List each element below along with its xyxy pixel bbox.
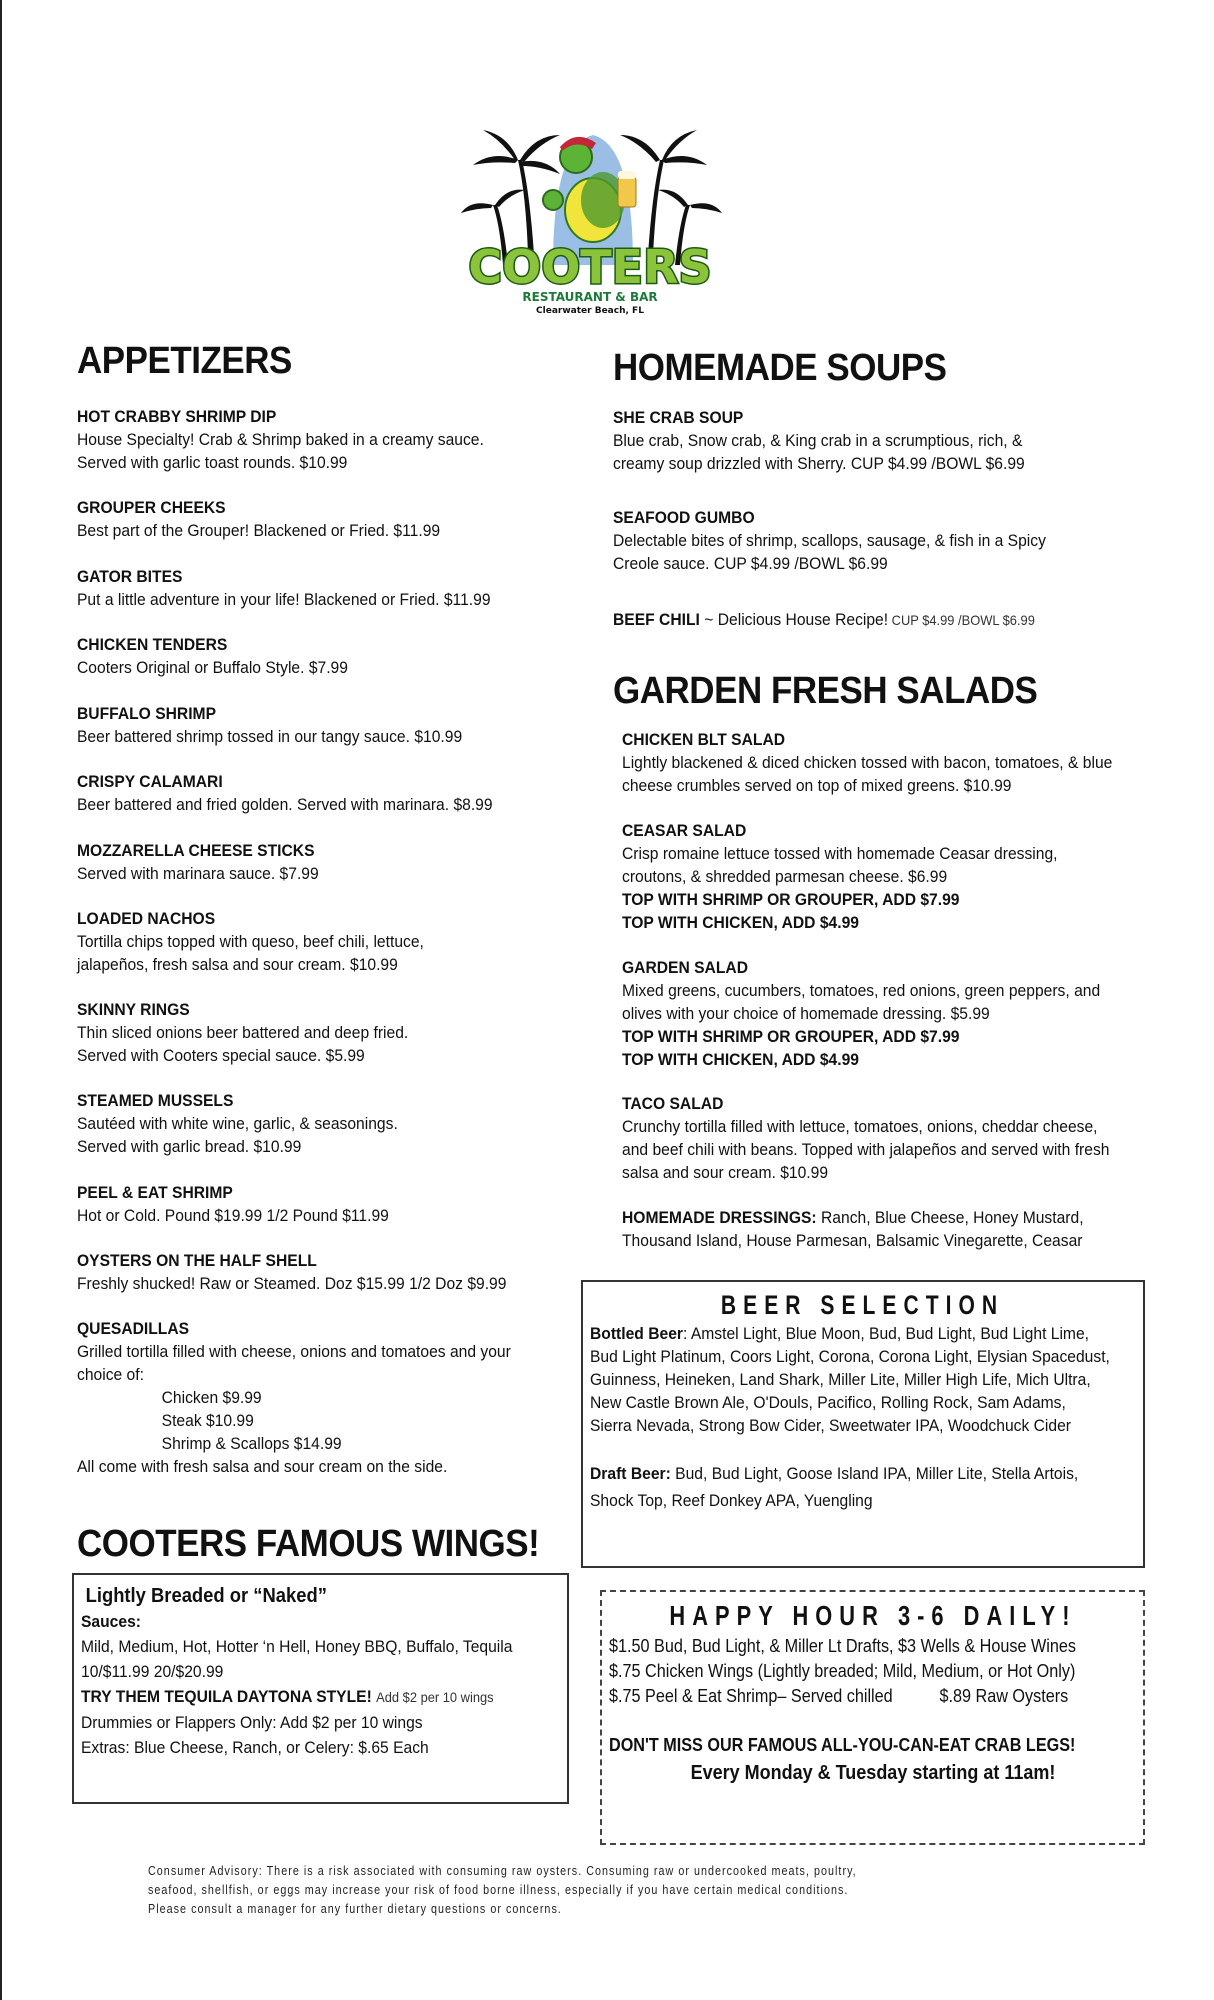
- item-name: HOT CRABBY SHRIMP DIP: [77, 407, 277, 426]
- item-name: BEEF CHILI: [613, 610, 700, 629]
- appetizer-item: [77, 771, 577, 816]
- appetizer-item: [77, 703, 577, 748]
- item-desc: Put a little adventure in your life! Blackened or Fried. $11.99: [77, 590, 491, 609]
- item-desc: creamy soup drizzled with Sherry. CUP $4.99 /BOWL $6.99: [613, 454, 1025, 473]
- item-desc: Hot or Cold. Pound $19.99 1/2 Pound $11.99: [77, 1206, 389, 1225]
- item-name: PEEL & EAT SHRIMP: [77, 1183, 233, 1202]
- item-name: CRISPY CALAMARI: [77, 772, 223, 791]
- item-desc: Served with garlic toast rounds. $10.99: [77, 453, 348, 472]
- crab-legs-schedule: Every Monday & Tuesday starting at 11am!: [690, 1762, 1056, 1784]
- bottled-list: New Castle Brown Ale, O'Douls, Pacifico, Rolling Rock, Sam Adams,: [590, 1393, 1066, 1412]
- wings-subtitle: Lightly Breaded or “Naked”: [85, 1585, 327, 1607]
- bottled-label: Bottled Beer: [590, 1324, 683, 1343]
- spacer: [590, 1437, 1091, 1460]
- item-desc: salsa and sour cream. $10.99: [622, 1163, 829, 1182]
- bottled-list: Sierra Nevada, Strong Bow Cider, Sweetwater IPA, Woodchuck Cider: [590, 1416, 1072, 1435]
- salad-addon: TOP WITH CHICKEN, ADD $4.99: [622, 1050, 859, 1069]
- wings-prices: 10/$11.99 20/$20.99: [81, 1662, 224, 1681]
- item-name: SEAFOOD GUMBO: [613, 508, 755, 527]
- dressings-label: HOMEMADE DRESSINGS:: [622, 1208, 817, 1227]
- item-desc: and beef chili with beans. Topped with jalapeños and served with fresh: [622, 1140, 1110, 1159]
- appetizer-item: [77, 1250, 577, 1295]
- wings-title: COOTERS FAMOUS WINGS!: [77, 1523, 540, 1565]
- tequila-bold: TRY THEM TEQUILA DAYTONA STYLE!: [81, 1687, 372, 1706]
- drummies-line: Drummies or Flappers Only: Add $2 per 10 wings: [81, 1713, 423, 1732]
- draft-list: Bud, Bud Light, Goose Island IPA, Miller Lite, Stella Artois,: [670, 1464, 1079, 1483]
- sauces-label: Sauces:: [81, 1612, 141, 1631]
- happy-hour-box: [600, 1590, 1145, 1845]
- item-name: GROUPER CHEEKS: [77, 498, 226, 517]
- item-desc: olives with your choice of homemade dressing. $5.99: [622, 1004, 990, 1023]
- item-name: CHICKEN BLT SALAD: [622, 730, 786, 749]
- spacer: [609, 1709, 1084, 1731]
- appetizer-item: [77, 1318, 577, 1478]
- soup-item: [613, 507, 1173, 575]
- item-name: BUFFALO SHRIMP: [77, 704, 217, 723]
- salad-item: [622, 1093, 1182, 1184]
- item-desc: Served with marinara sauce. $7.99: [77, 864, 319, 883]
- item-desc: Grilled tortilla filled with cheese, onions and tomatoes and your: [77, 1342, 511, 1361]
- item-desc: cheese crumbles served on top of mixed greens. $10.99: [622, 776, 1012, 795]
- item-name: QUESADILLAS: [77, 1319, 190, 1338]
- happy-hour-shrimp: $.75 Peel & Eat Shrimp– Served chilled: [609, 1686, 893, 1706]
- salad-item: [622, 820, 1182, 934]
- salads-title: GARDEN FRESH SALADS: [613, 670, 1038, 712]
- bottled-list: : Amstel Light, Blue Moon, Bud, Bud Light, Bud Light Lime,: [682, 1324, 1090, 1343]
- item-footer: All come with fresh salsa and sour cream on the side.: [77, 1457, 448, 1476]
- quesadilla-option: Steak $10.99: [161, 1411, 254, 1430]
- item-desc: jalapeños, fresh salsa and sour cream. $10.99: [77, 955, 398, 974]
- item-desc: Delectable bites of shrimp, scallops, sausage, & fish in a Spicy: [613, 531, 1046, 550]
- item-name: CHICKEN TENDERS: [77, 635, 228, 654]
- salad-item: [622, 729, 1182, 797]
- item-name: STEAMED MUSSELS: [77, 1091, 234, 1110]
- item-name: LOADED NACHOS: [77, 909, 216, 928]
- svg-text:RESTAURANT & BAR: RESTAURANT & BAR: [522, 290, 658, 304]
- quesadilla-option: Chicken $9.99: [161, 1388, 262, 1407]
- item-desc: Crunchy tortilla filled with lettuce, tomatoes, onions, cheddar cheese,: [622, 1117, 1098, 1136]
- happy-hour-title: HAPPY HOUR 3-6 DAILY!: [669, 1600, 1077, 1631]
- dressings-list: [622, 1206, 1182, 1252]
- sauces-list: Mild, Medium, Hot, Hotter ‘n Hell, Honey BBQ, Buffalo, Tequila: [81, 1637, 513, 1656]
- tequila-note: Add $2 per 10 wings: [376, 1689, 494, 1705]
- item-desc: Lightly blackened & diced chicken tossed with bacon, tomatoes, & blue: [622, 753, 1113, 772]
- draft-label: Draft Beer:: [590, 1464, 671, 1483]
- item-name: GARDEN SALAD: [622, 958, 748, 977]
- item-desc: House Specialty! Crab & Shrimp baked in a creamy sauce.: [77, 430, 484, 449]
- item-desc: Creole sauce. CUP $4.99 /BOWL $6.99: [613, 554, 888, 573]
- item-desc: Freshly shucked! Raw or Steamed. Doz $15.99 1/2 Doz $9.99: [77, 1274, 507, 1293]
- item-name: SKINNY RINGS: [77, 1000, 190, 1019]
- item-name: CEASAR SALAD: [622, 821, 747, 840]
- wings-box: [72, 1573, 569, 1804]
- item-desc: Crisp romaine lettuce tossed with homemade Ceasar dressing,: [622, 844, 1058, 863]
- item-desc: Served with garlic bread. $10.99: [77, 1137, 302, 1156]
- crab-legs-headline: DON'T MISS OUR FAMOUS ALL-YOU-CAN-EAT CRAB LEGS!: [609, 1735, 1076, 1755]
- happy-hour-line: $.75 Chicken Wings (Lightly breaded; Mild, Medium, or Hot Only): [609, 1661, 1076, 1681]
- item-desc: Served with Cooters special sauce. $5.99: [77, 1046, 365, 1065]
- appetizer-item: [77, 840, 577, 885]
- item-desc: Beer battered shrimp tossed in our tangy sauce. $10.99: [77, 727, 463, 746]
- item-name: MOZZARELLA CHEESE STICKS: [77, 841, 315, 860]
- page-left-border: [0, 0, 2, 2000]
- beer-title: BEER SELECTION: [720, 1290, 1005, 1320]
- beef-chili-item: [613, 608, 1173, 632]
- item-desc: Sautéed with white wine, garlic, & seasonings.: [77, 1114, 398, 1133]
- appetizer-item: [77, 634, 577, 679]
- svg-text:COOTERS: COOTERS: [468, 240, 712, 294]
- salad-addon: TOP WITH SHRIMP OR GROUPER, ADD $7.99: [622, 1027, 960, 1046]
- turtle-palm-logo-icon: [458, 105, 723, 315]
- item-desc: Cooters Original or Buffalo Style. $7.99: [77, 658, 348, 677]
- cooters-logo: [458, 105, 723, 315]
- appetizer-item: [77, 999, 577, 1067]
- appetizer-item: [77, 908, 577, 976]
- item-desc: Thin sliced onions beer battered and deep fried.: [77, 1023, 409, 1042]
- salad-item: [622, 957, 1182, 1071]
- item-name: TACO SALAD: [622, 1094, 724, 1113]
- appetizer-item: [77, 1090, 577, 1158]
- appetizer-item: [77, 1182, 577, 1227]
- soup-item: [613, 407, 1173, 475]
- item-desc: Blue crab, Snow crab, & King crab in a scrumptious, rich, &: [613, 431, 1023, 450]
- tequila-line: [81, 1684, 521, 1710]
- extras-line: Extras: Blue Cheese, Ranch, or Celery: $.65 Each: [81, 1738, 429, 1757]
- consumer-advisory: [148, 1862, 922, 1919]
- soups-title: HOMEMADE SOUPS: [613, 347, 947, 389]
- appetizer-item: [77, 406, 577, 474]
- dressings-text: Ranch, Blue Cheese, Honey Mustard,: [816, 1208, 1084, 1227]
- beer-selection-box: [581, 1280, 1145, 1568]
- salad-addon: TOP WITH CHICKEN, ADD $4.99: [622, 913, 859, 932]
- item-desc: ~ Delicious House Recipe!: [699, 610, 889, 629]
- happy-hour-line: $1.50 Bud, Bud Light, & Miller Lt Drafts, $3 Wells & House Wines: [609, 1636, 1077, 1656]
- advisory-line: Please consult a manager for any further dietary questions or concerns.: [148, 1902, 562, 1916]
- happy-hour-oysters: $.89 Raw Oysters: [939, 1686, 1069, 1706]
- appetizer-item: [77, 497, 577, 542]
- item-desc: Tortilla chips topped with queso, beef chili, lettuce,: [77, 932, 424, 951]
- dressings-text: Thousand Island, House Parmesan, Balsamic Vinegarette, Ceasar: [622, 1231, 1083, 1250]
- draft-list: Shock Top, Reef Donkey APA, Yuengling: [590, 1491, 873, 1510]
- item-desc: choice of:: [77, 1365, 144, 1384]
- svg-text:Clearwater Beach, FL: Clearwater Beach, FL: [536, 306, 644, 315]
- item-price: CUP $4.99 /BOWL $6.99: [888, 612, 1035, 628]
- advisory-line: seafood, shellfish, or eggs may increase your risk of food borne illness, especially if you have certain medical conditions.: [148, 1883, 849, 1897]
- bottled-list: Guinness, Heineken, Land Shark, Miller Lite, Miller High Life, Mich Ultra,: [590, 1370, 1091, 1389]
- item-name: GATOR BITES: [77, 567, 183, 586]
- salad-addon: TOP WITH SHRIMP OR GROUPER, ADD $7.99: [622, 890, 960, 909]
- appetizers-title: APPETIZERS: [77, 340, 292, 382]
- appetizer-item: [77, 566, 577, 611]
- item-desc: Best part of the Grouper! Blackened or Fried. $11.99: [77, 521, 441, 540]
- item-name: SHE CRAB SOUP: [613, 408, 744, 427]
- bottled-list: Bud Light Platinum, Coors Light, Corona, Corona Light, Elysian Spacedust,: [590, 1347, 1110, 1366]
- quesadilla-option: Shrimp & Scallops $14.99: [161, 1434, 342, 1453]
- advisory-line: Consumer Advisory: There is a risk associated with consuming raw oysters. Consuming raw or undercooked meats, poultry,: [148, 1864, 857, 1878]
- item-desc: croutons, & shredded parmesan cheese. $6.99: [622, 867, 948, 886]
- item-name: OYSTERS ON THE HALF SHELL: [77, 1251, 317, 1270]
- item-desc: Mixed greens, cucumbers, tomatoes, red onions, green peppers, and: [622, 981, 1101, 1000]
- item-desc: Beer battered and fried golden. Served with marinara. $8.99: [77, 795, 493, 814]
